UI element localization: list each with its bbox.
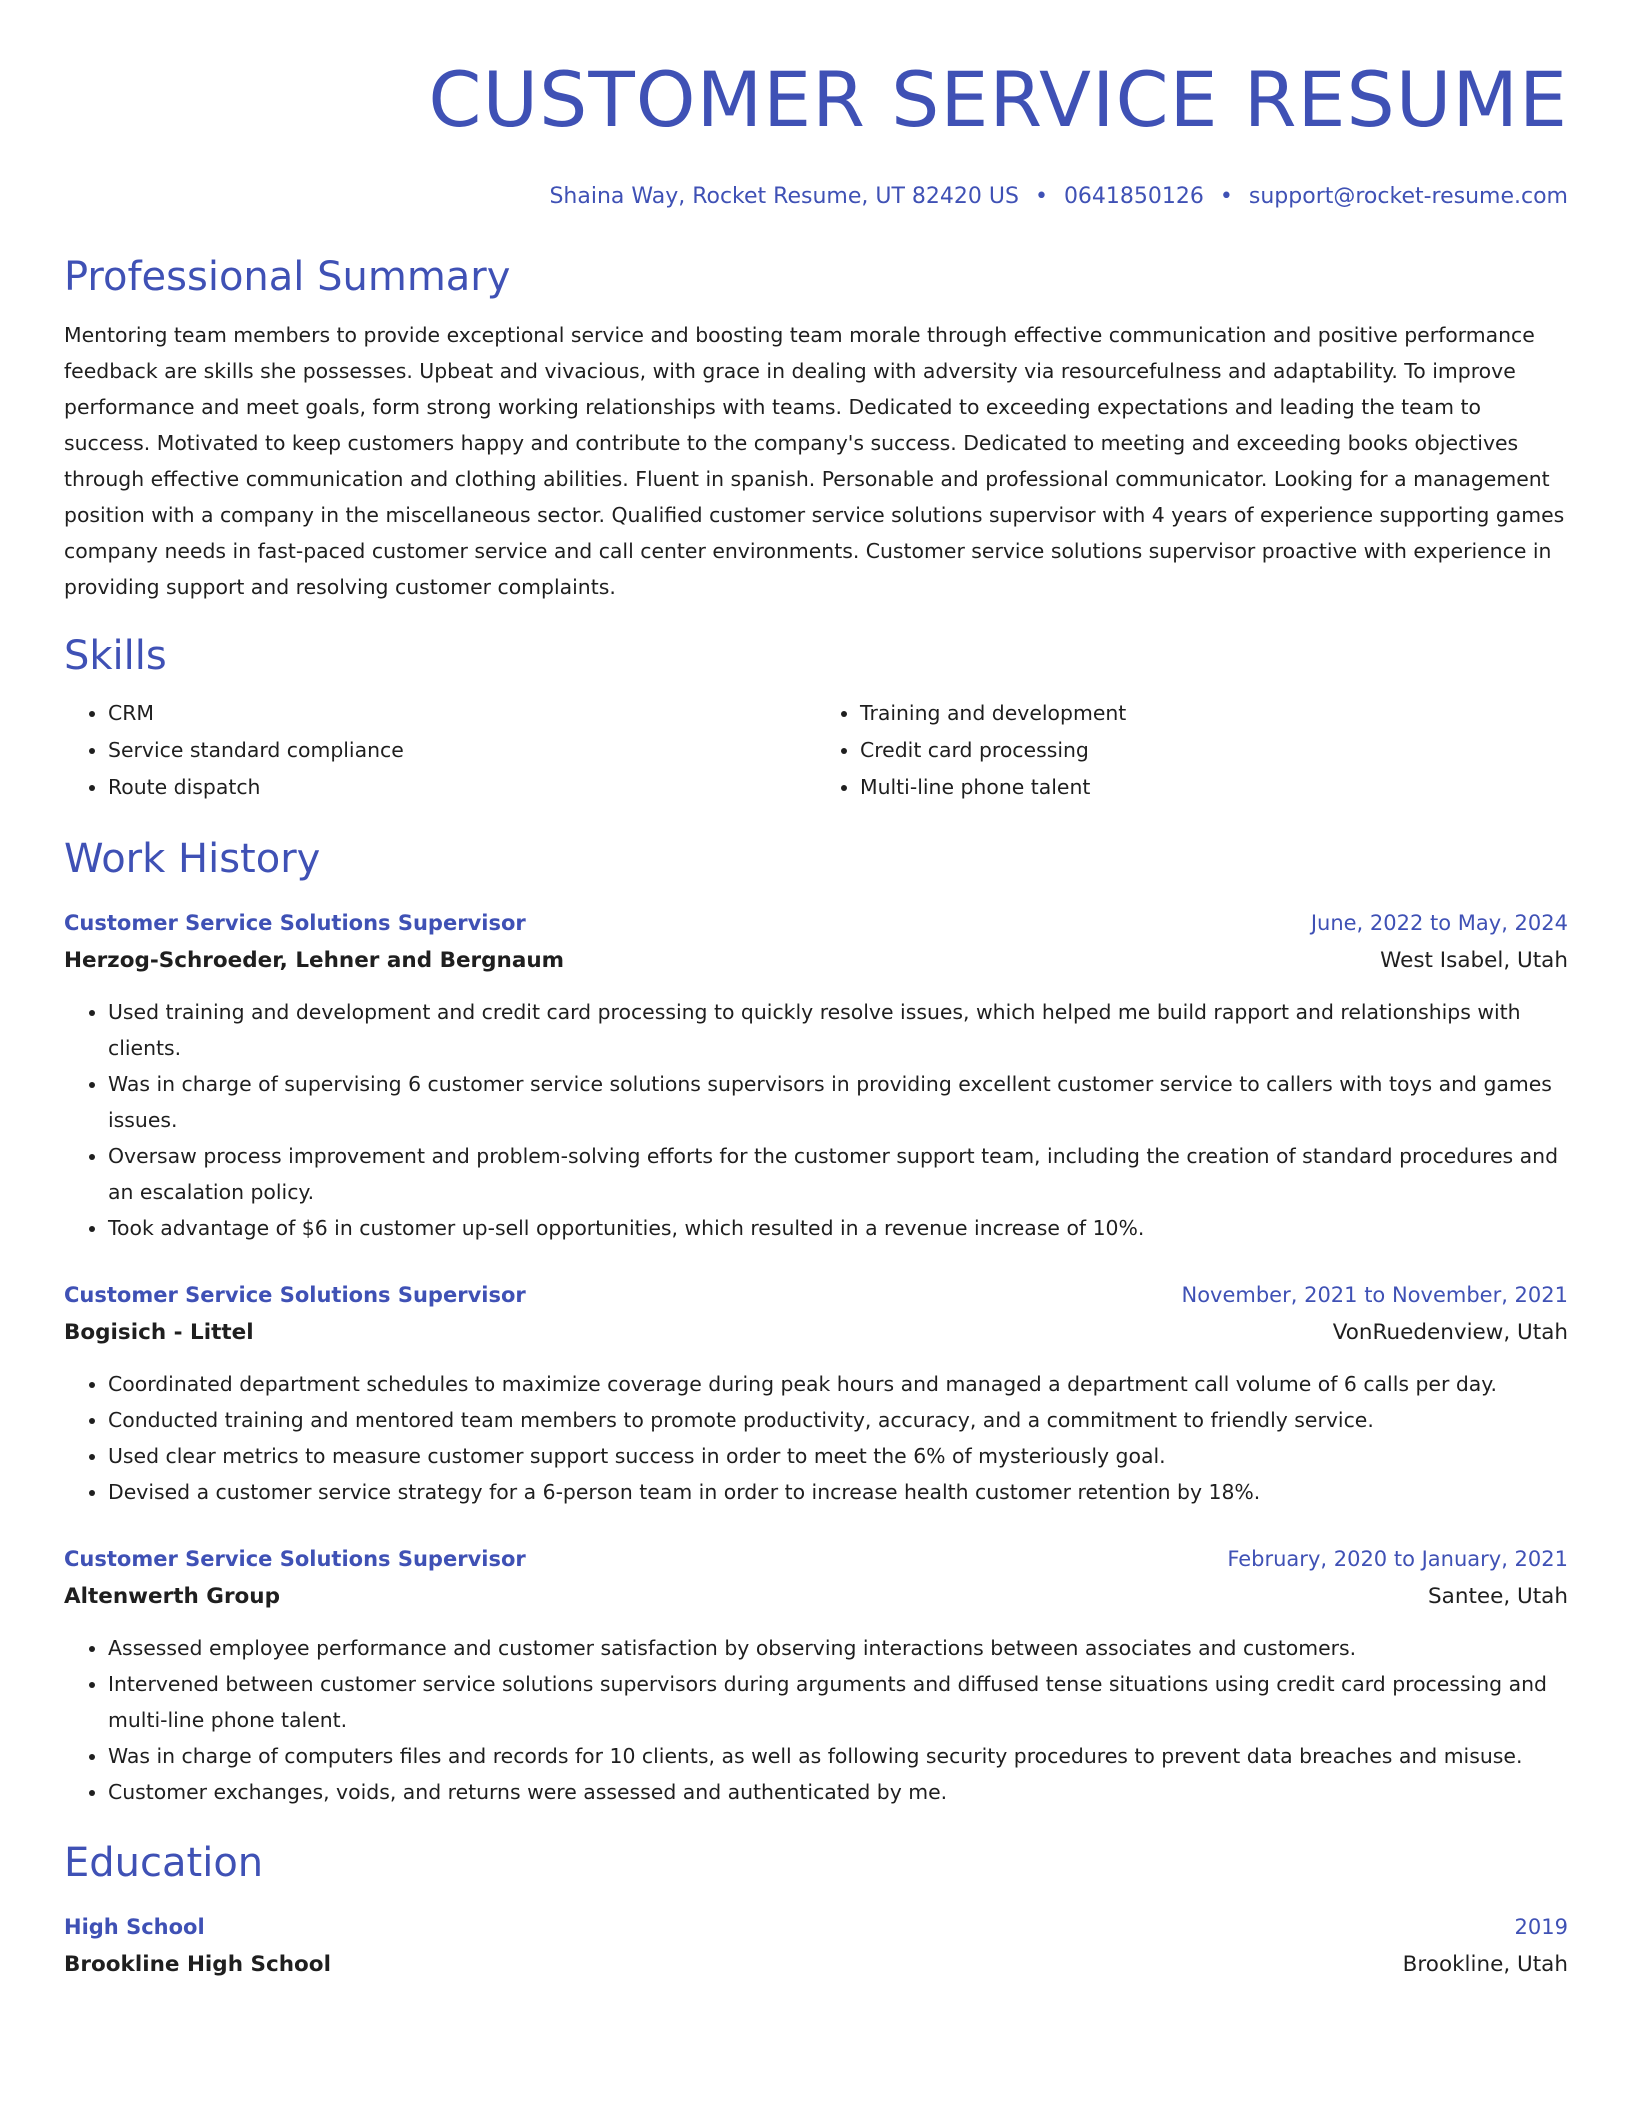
summary-heading: Professional Summary [64,254,511,300]
job-location: West Isabel, Utah [1380,948,1568,973]
job-bullet: • Customer exchanges, voids, and returns were assessed and authenticated by me. [108,1774,1568,1810]
job-company: Altenwerth Group [64,1584,281,1609]
skill-item: • CRM [108,695,816,732]
job-entry [64,1540,1568,1810]
job-company: Herzog-Schroeder, Lehner and Bergnaum [64,948,565,973]
skill-item: • Service standard compliance [108,732,816,769]
job-bullet: • Used training and development and credit card processing to quickly resolve issues, which helped me build rapport and relationships with clients. [108,994,1568,1066]
skills-heading: Skills [64,633,167,679]
job-title: Customer Service Solutions Supervisor [64,1283,526,1307]
contact-line [64,180,1568,214]
education-heading: Education [64,1840,264,1886]
contact-address: Shaina Way, Rocket Resume, UT 82420 US [549,184,1019,209]
work-history-heading: Work History [64,836,321,882]
job-bullet: • Used clear metrics to measure customer support success in order to meet the 6% of mysteriously goal. [108,1438,1568,1474]
education-entry [64,1908,1568,1984]
contact-separator: • [1219,184,1233,209]
skill-item: • Multi-line phone talent [860,769,1568,806]
job-dates: November, 2021 to November, 2021 [1181,1283,1568,1307]
job-bullet: • Coordinated department schedules to maximize coverage during peak hours and managed a department call volume of 6 calls per day. [108,1366,1568,1402]
job-bullet: • Assessed employee performance and customer satisfaction by observing interactions between associates and customers. [108,1630,1568,1666]
job-entry [64,904,1568,1246]
education-school: Brookline High School [64,1952,331,1977]
job-bullet: • Oversaw process improvement and problem-solving efforts for the customer support team, including the creation of standard procedures and an escalation policy. [108,1138,1568,1210]
skills-column-right [816,695,1568,806]
job-location: VonRuedenview, Utah [1332,1320,1568,1345]
resume-header [64,48,1568,214]
skill-item: • Route dispatch [108,769,816,806]
skill-item: • Training and development [860,695,1568,732]
job-bullet: • Intervened between customer service solutions supervisors during arguments and diffused tense situations using credit card processing and multi-line phone talent. [108,1666,1568,1738]
contact-separator: • [1034,184,1048,209]
education-degree: High School [64,1915,205,1939]
summary-text: Mentoring team members to provide exceptional service and boosting team morale through effective communication and positive performance feedback are skills she possesses. Upbeat and vivacious, with grace in dealing with adversity via resourcefulness and adaptability. To improve performance and meet goals, form strong working relationships with teams. Dedicated to exceeding expectations and leading the team to success. Motivated to keep customers happy and contribute to the company's success. Dedicated to meeting and exceeding books objectives through effective communication and clothing abilities. Fluent in spanish. Personable and professional communicator. Looking for a management position with a company in the miscellaneous sector. Qualified customer service solutions supervisor with 4 years of experience supporting games company needs in fast-paced customer service and call center environments. Customer service solutions supervisor proactive with experience in providing support and resolving customer complaints. [64,323,1565,599]
job-bullet: • Took advantage of $6 in customer up-sell opportunities, which resulted in a revenue increase of 10%. [108,1210,1568,1246]
education-location: Brookline, Utah [1402,1952,1568,1977]
contact-phone: 0641850126 [1063,184,1204,209]
job-dates: February, 2020 to January, 2021 [1227,1547,1568,1571]
job-entry [64,1276,1568,1510]
job-dates: June, 2022 to May, 2024 [1310,911,1568,935]
job-bullet: • Was in charge of supervising 6 customer service solutions supervisors in providing excellent customer service to callers with toys and games issues. [108,1066,1568,1138]
job-location: Santee, Utah [1428,1584,1568,1609]
job-bullets [64,1366,1568,1510]
job-company: Bogisich - Littel [64,1320,254,1345]
resume-title: CUSTOMER SERVICE RESUME [428,55,1568,144]
job-bullet: • Conducted training and mentored team members to promote productivity, accuracy, and a commitment to friendly service. [108,1402,1568,1438]
job-title: Customer Service Solutions Supervisor [64,1547,526,1571]
skills-list [64,695,1568,806]
skill-item: • Credit card processing [860,732,1568,769]
contact-email: support@rocket-resume.com [1248,184,1568,209]
skills-column-left [64,695,816,806]
job-bullets [64,1630,1568,1810]
job-bullet: • Devised a customer service strategy for a 6-person team in order to increase health customer retention by 18%. [108,1474,1568,1510]
job-bullet: • Was in charge of computers files and records for 10 clients, as well as following security procedures to prevent data breaches and misuse. [108,1738,1568,1774]
job-bullets [64,994,1568,1246]
job-title: Customer Service Solutions Supervisor [64,911,526,935]
education-year: 2019 [1514,1915,1568,1939]
